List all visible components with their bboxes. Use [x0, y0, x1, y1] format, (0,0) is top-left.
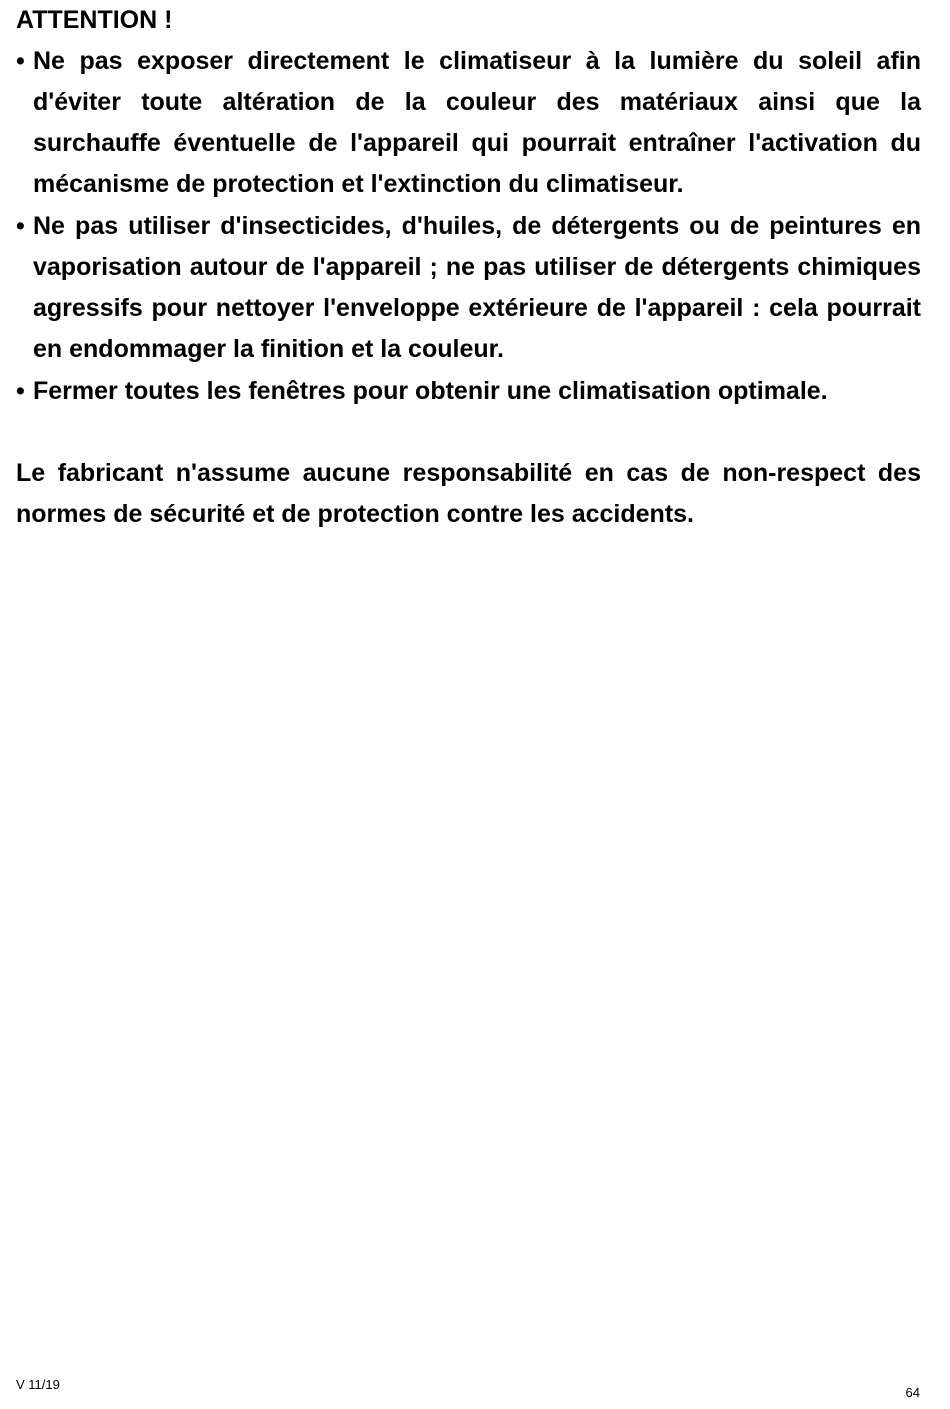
bullet-icon: • — [16, 212, 25, 240]
warning-item-chemicals — [16, 206, 921, 370]
footer-version: V 11/19 — [16, 1377, 60, 1392]
warning-item-windows — [16, 371, 921, 412]
warning-text: Ne pas exposer directement le climatiseur à la lumière du soleil afin d'éviter toute altération de la couleur des matériaux ainsi que la surchauffe éventuelle de l'appareil qui pourrait entraîner l'activation du mécanisme de protection et l'extinction du climatiseur. — [33, 47, 921, 198]
liability-disclaimer: Le fabricant n'assume aucune responsabilité en cas de non-respect des normes de sécurité et de protection contre les accidents. — [16, 459, 921, 528]
warning-item-sunlight — [16, 41, 921, 205]
page-number: 64 — [905, 1385, 920, 1400]
warning-text: Fermer toutes les fenêtres pour obtenir une climatisation optimale. — [33, 377, 828, 405]
warning-text: Ne pas utiliser d'insecticides, d'huiles, de détergents ou de peintures en vaporisation autour de l'appareil ; ne pas utiliser de détergents chimiques agressifs pour nettoyer l'enveloppe extérieure de l'appareil : cela pourrait en endommager la finition et la couleur. — [33, 212, 921, 363]
bullet-icon: • — [16, 47, 25, 75]
document-page — [16, 0, 921, 535]
warning-bullet-list — [16, 41, 921, 412]
attention-heading: ATTENTION ! — [16, 6, 173, 34]
bullet-icon: • — [16, 377, 25, 405]
